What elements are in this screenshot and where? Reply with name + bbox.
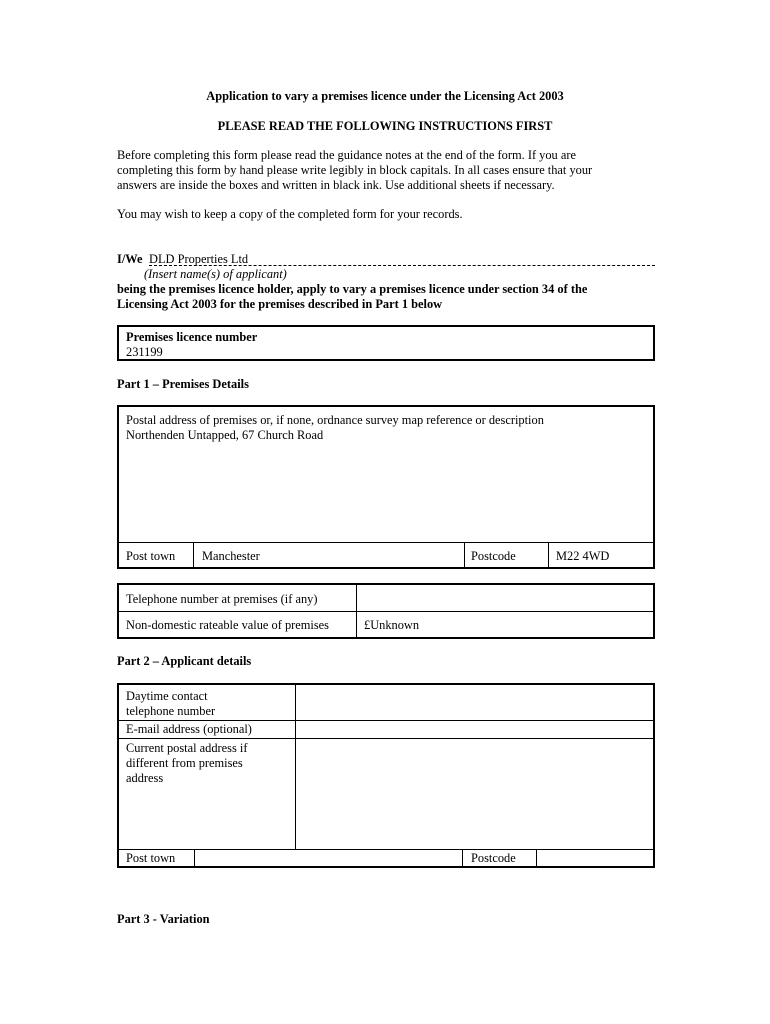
cell-divider	[536, 849, 537, 866]
daytime-telephone-label-line: telephone number	[126, 704, 216, 718]
cell-divider	[464, 542, 465, 567]
intro-line: answers are inside the boxes and written in black ink. Use additional sheets if necessary.	[117, 178, 555, 192]
postcode-label: Postcode	[471, 549, 516, 563]
instructions-heading: PLEASE READ THE FOLLOWING INSTRUCTIONS FIRST	[217, 119, 553, 133]
daytime-telephone-field[interactable]	[303, 689, 643, 717]
applicant-name-field[interactable]: DLD Properties Ltd	[149, 252, 249, 266]
premises-address-box	[117, 405, 655, 569]
applicant-post-town-label: Post town	[126, 851, 176, 865]
licence-number-box	[117, 325, 655, 361]
part3-heading: Part 3 - Variation	[117, 912, 210, 926]
telephone-label: Telephone number at premises (if any)	[126, 592, 318, 606]
applicant-details-box	[117, 683, 655, 868]
rateable-value-label: Non-domestic rateable value of premises	[126, 618, 329, 632]
licence-number-label: Premises licence number	[126, 330, 258, 344]
post-town-label: Post town	[126, 549, 176, 563]
premises-address-field[interactable]: Northenden Untapped, 67 Church Road	[126, 428, 324, 442]
daytime-telephone-label-line: Daytime contact	[126, 689, 208, 703]
applicant-name-hint: (Insert name(s) of applicant)	[144, 267, 287, 281]
daytime-telephone-label	[126, 689, 215, 719]
applicant-statement	[117, 282, 657, 312]
intro-paragraph	[117, 148, 657, 193]
post-town-field[interactable]: Manchester	[202, 549, 260, 563]
row-divider	[119, 611, 653, 612]
cell-divider	[462, 849, 463, 866]
applicant-name-dotted-line	[149, 265, 655, 266]
email-label: E-mail address (optional)	[126, 722, 252, 736]
current-address-label-line: different from premises	[126, 756, 243, 770]
current-address-label-line: address	[126, 771, 164, 785]
cell-divider	[356, 585, 357, 637]
current-address-label	[126, 741, 247, 786]
statement-line: Licensing Act 2003 for the premises described in Part 1 below	[117, 297, 443, 311]
applicant-postcode-label: Postcode	[471, 851, 516, 865]
premises-address-label: Postal address of premises or, if none, ordnance survey map reference or description	[126, 413, 544, 427]
intro-line: Before completing this form please read the guidance notes at the end of the form. If you are	[117, 148, 576, 162]
part1-heading: Part 1 – Premises Details	[117, 377, 249, 391]
licence-number-field[interactable]: 231199	[126, 345, 163, 359]
post-town-row-divider	[119, 542, 653, 543]
telephone-rateable-box	[117, 583, 655, 639]
row-divider	[119, 720, 653, 721]
records-note: You may wish to keep a copy of the completed form for your records.	[117, 207, 463, 221]
current-address-field[interactable]	[303, 741, 643, 845]
rateable-value-field[interactable]: £Unknown	[364, 618, 420, 632]
cell-divider	[193, 542, 194, 567]
cell-divider	[194, 849, 195, 866]
row-divider	[119, 849, 653, 850]
applicant-prefix: I/We	[117, 252, 143, 266]
form-title: Application to vary a premises licence under the Licensing Act 2003	[206, 89, 564, 103]
label-column-divider	[295, 685, 296, 849]
part2-heading: Part 2 – Applicant details	[117, 654, 252, 668]
cell-divider	[548, 542, 549, 567]
statement-line: being the premises licence holder, apply to vary a premises licence under section 34 of the	[117, 282, 588, 296]
row-divider	[119, 738, 653, 739]
intro-line: completing this form by hand please write legibly in block capitals. In all cases ensure that your	[117, 163, 593, 177]
postcode-field[interactable]: M22 4WD	[556, 549, 610, 563]
current-address-label-line: Current postal address if	[126, 741, 248, 755]
